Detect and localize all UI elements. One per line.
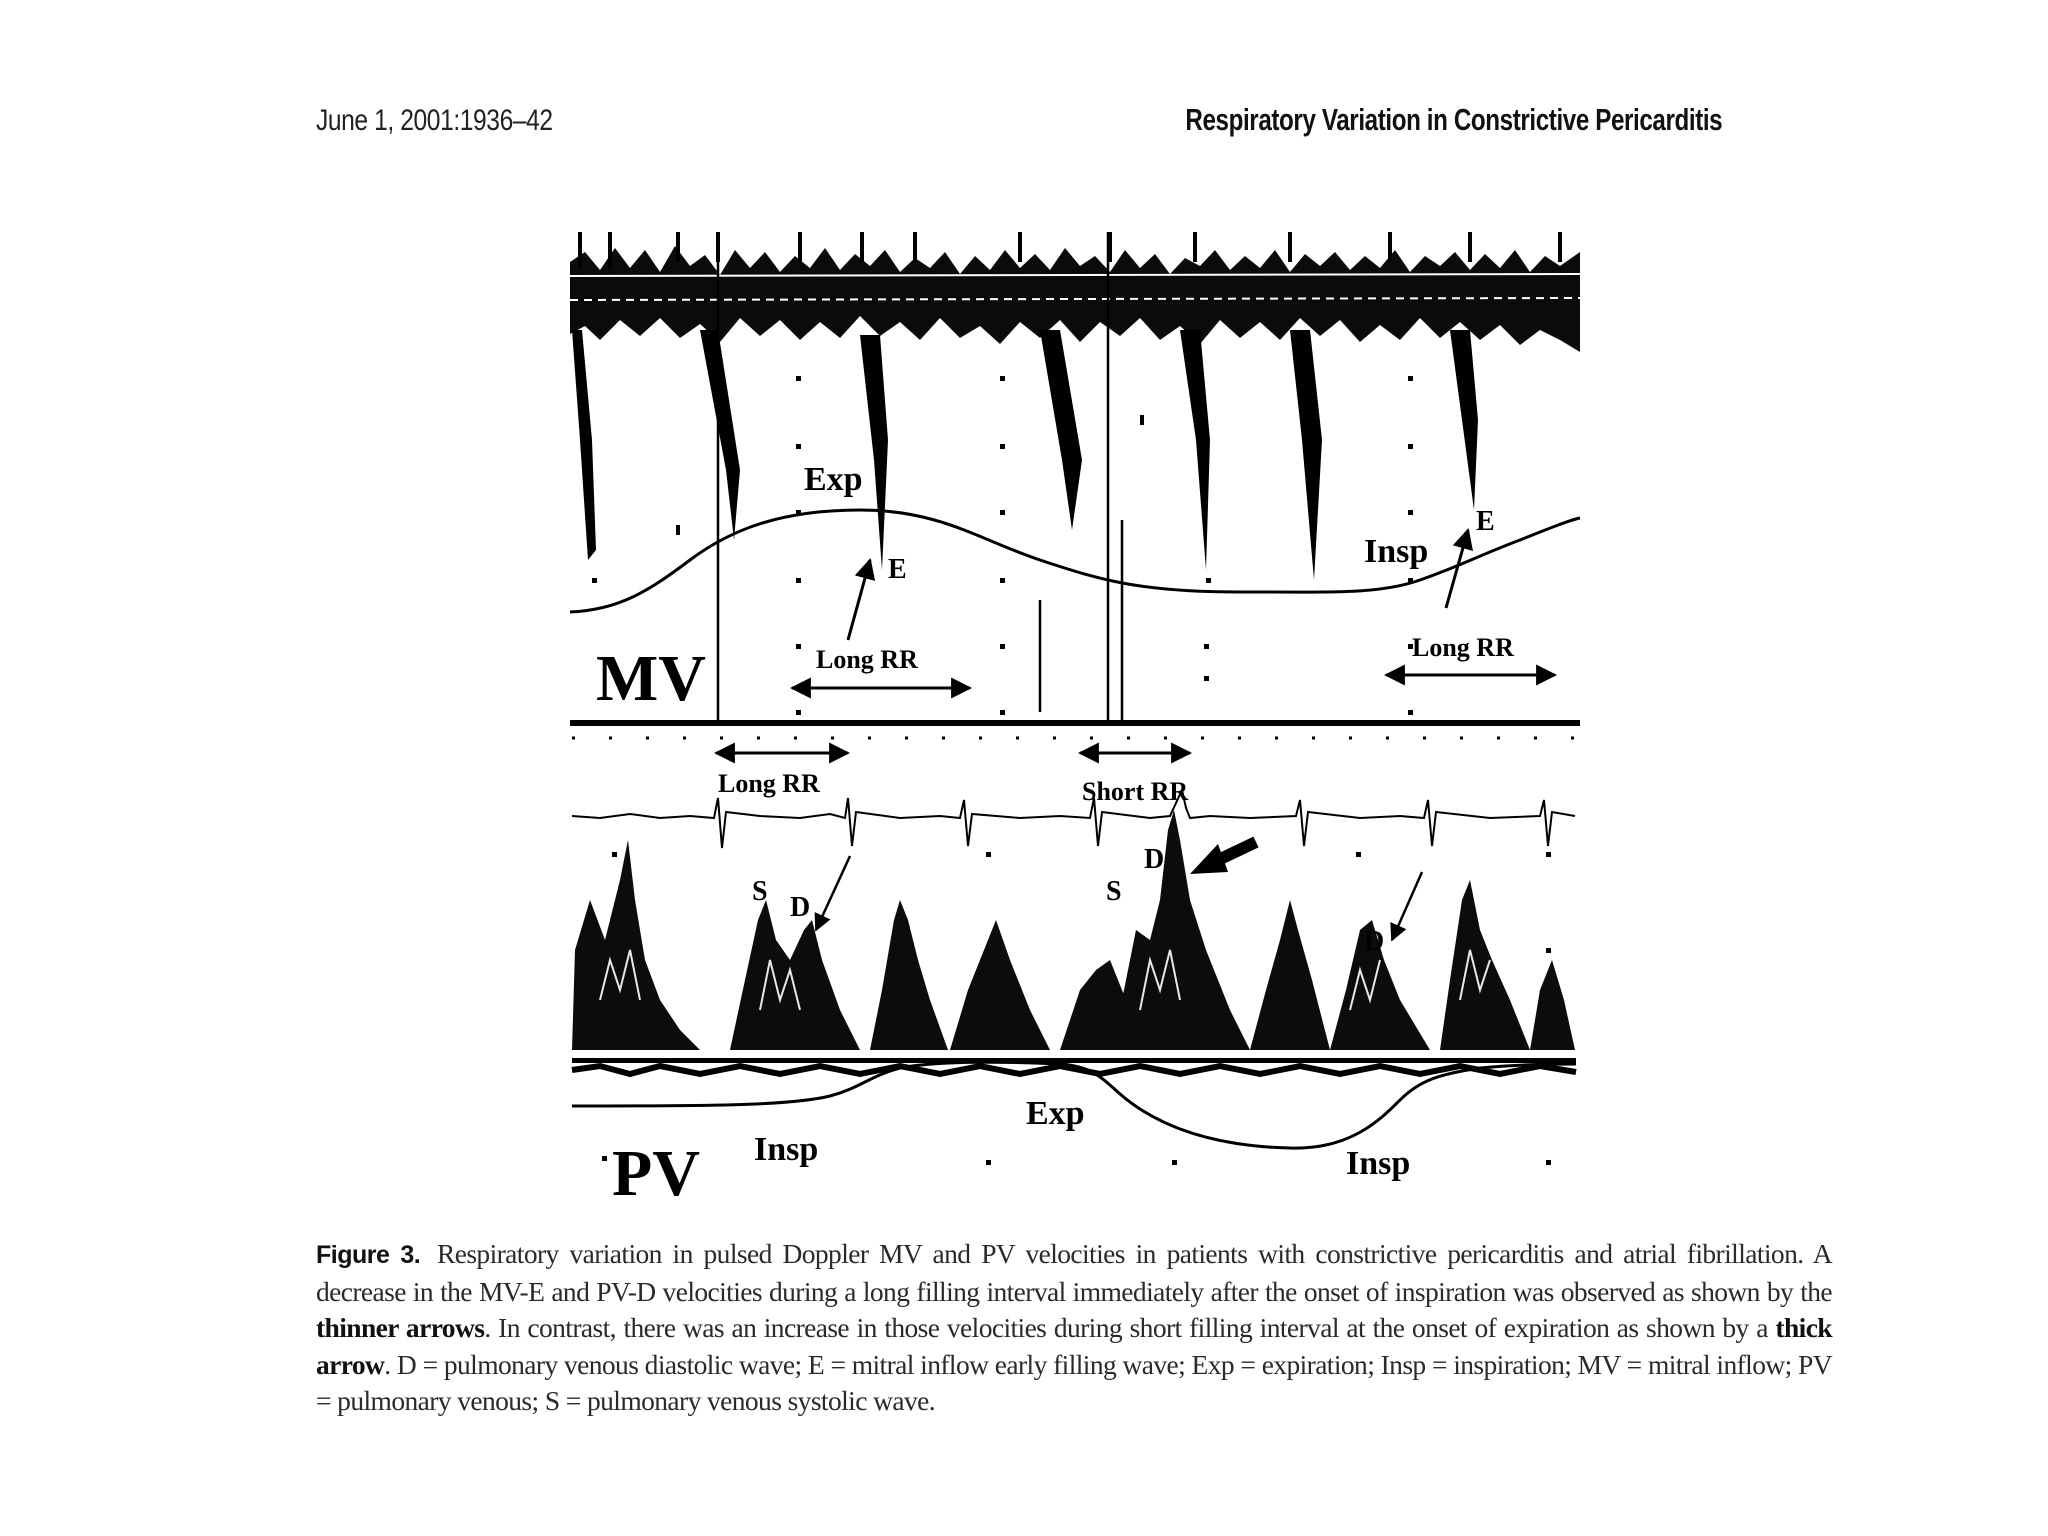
mv-long-rr-label-1: Long RR <box>816 645 918 674</box>
mv-long-rr-label-2: Long RR <box>1412 633 1514 662</box>
pv-panel <box>572 738 1578 1210</box>
pv-insp-label-2: Insp <box>1346 1145 1411 1182</box>
pv-ecg-trace <box>572 790 1575 848</box>
mv-e-label-1: E <box>888 554 907 585</box>
mv-panel <box>570 232 1580 726</box>
figure-caption <box>316 1236 1832 1420</box>
running-header-title: Respiratory Variation in Constrictive Pericarditis <box>1185 102 1722 137</box>
pv-insp-label-1: Insp <box>754 1131 819 1168</box>
running-header-left: June 1, 2001:1936–42 <box>316 104 553 137</box>
figure-caption-bold-2: thick arrow <box>316 1312 1832 1380</box>
figure-caption-text-2: . In contrast, there was an increase in those velocities during short filling interval at the onset of expiration as shown by a <box>484 1312 1768 1343</box>
pv-long-rr-label: Long RR <box>718 769 820 798</box>
pv-s-label-2: S <box>1106 876 1122 907</box>
figure-caption-text-1: Respiratory variation in pulsed Doppler MV and PV velocities in patients with constrictive pericarditis and atrial fibrillation. A decrease in the MV-E and PV-D velocities during a long filling interval immediately after the onset of inspiration was observed as shown by the <box>316 1238 1833 1307</box>
mv-e-waves <box>572 330 1478 580</box>
pv-thick-arrow <box>1190 842 1256 874</box>
mv-panel-label: MV <box>596 642 706 715</box>
mv-insp-label: Insp <box>1364 533 1429 570</box>
figure-caption-label: Figure 3. <box>316 1241 421 1269</box>
pv-s-label-1: S <box>752 876 768 907</box>
mv-respiratory-curve <box>570 510 1580 612</box>
mv-exp-label: Exp <box>804 461 863 498</box>
pv-exp-label: Exp <box>1026 1095 1085 1132</box>
pv-short-rr-label: Short RR <box>1082 777 1189 806</box>
pv-d-label-2: D <box>1144 844 1165 875</box>
pv-d-label-1: D <box>790 892 811 923</box>
mv-e-label-2: E <box>1476 506 1495 537</box>
pv-panel-label: PV <box>612 1137 700 1210</box>
figure-caption-bold-1: thinner arrows <box>316 1312 485 1343</box>
figure-caption-text-3: . D = pulmonary venous diastolic wave; E = mitral inflow early filling wave; Exp = expiration; Insp = inspiration; MV = mitral inflow; PV = pulmonary venous; S = pulmonary venous systolic wave. <box>316 1348 1832 1416</box>
pv-d-label-3: D <box>1364 926 1385 957</box>
